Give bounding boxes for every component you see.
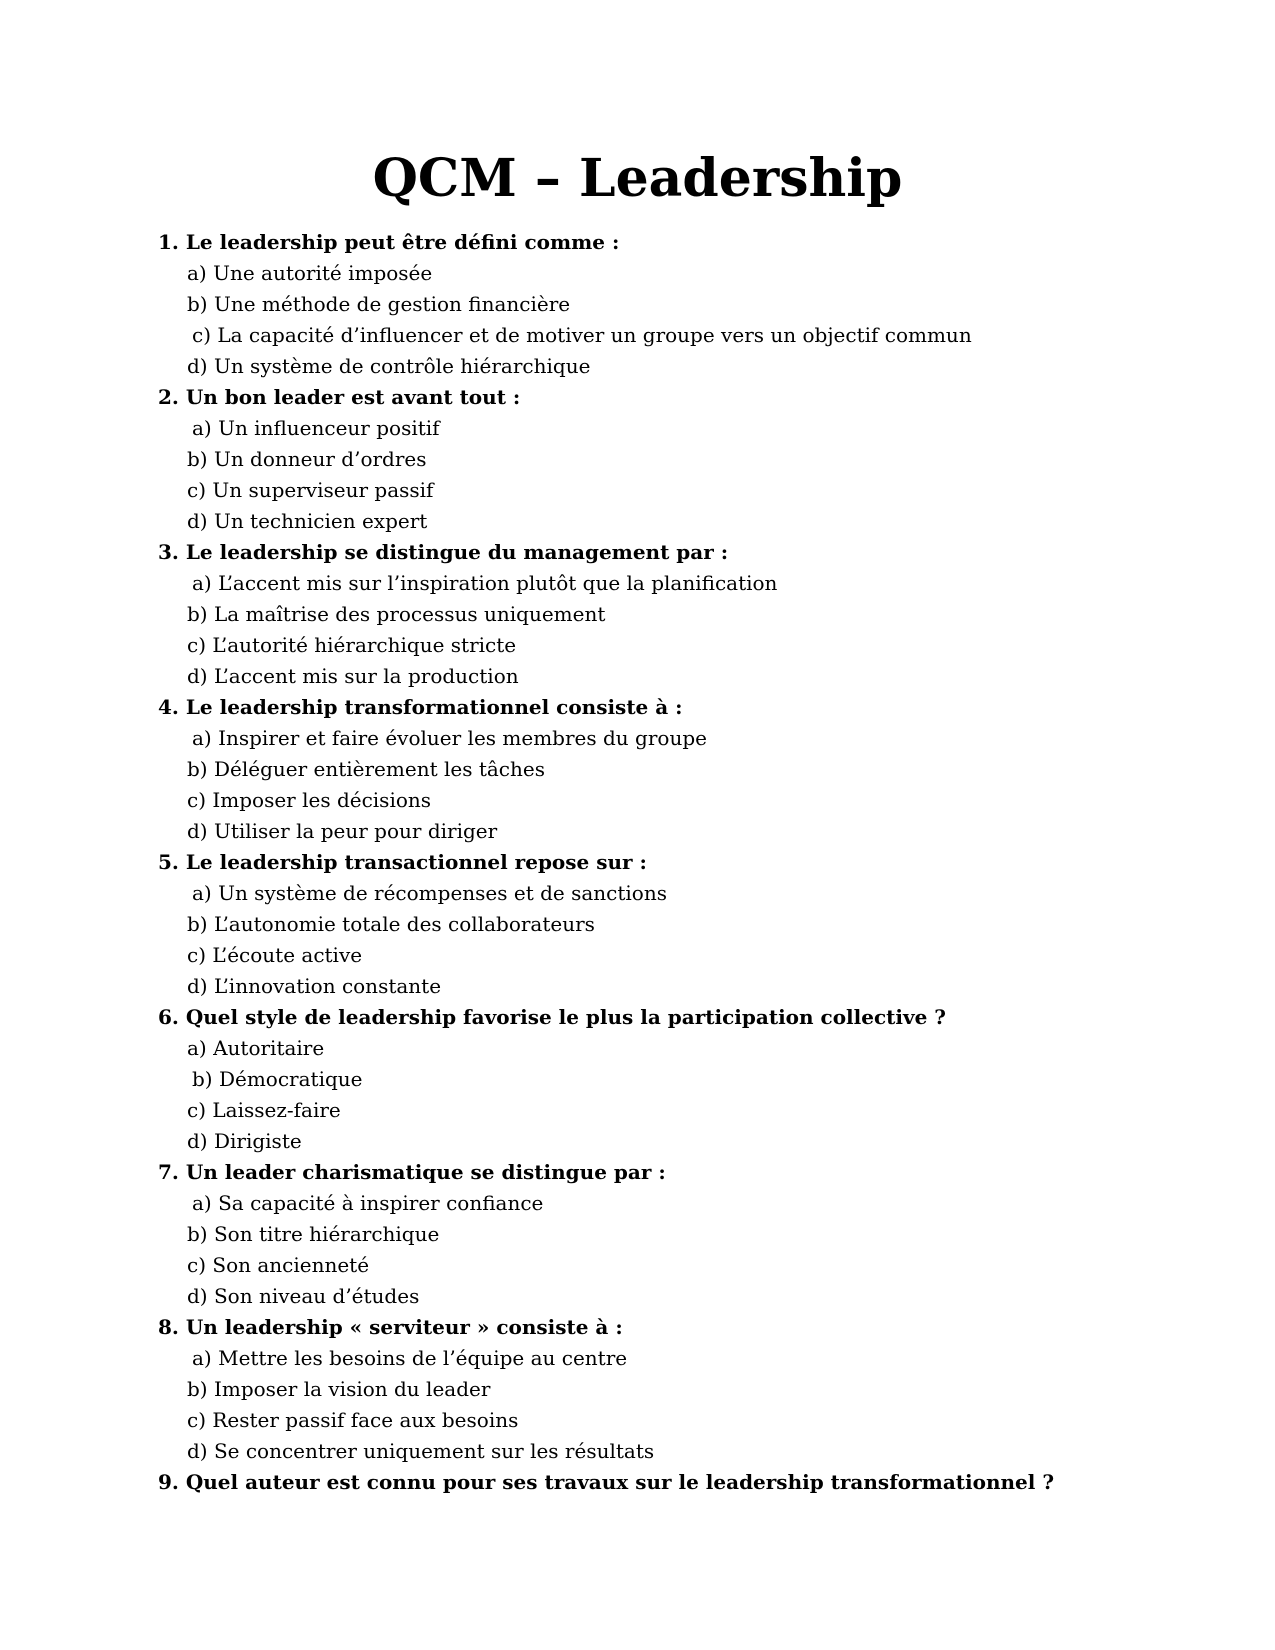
answer-b: b) Un donneur d’ordres xyxy=(187,447,427,471)
question-6 xyxy=(158,1002,1218,1157)
question-text: 6. Quel style de leadership favorise le plus la participation collective ? xyxy=(158,1005,946,1029)
question-text: 2. Un bon leader est avant tout : xyxy=(158,385,521,409)
question-list xyxy=(158,227,1218,1498)
question-2 xyxy=(158,382,1218,537)
answer-d: d) L’innovation constante xyxy=(187,974,442,998)
question-text: 8. Un leadership « serviteur » consiste à : xyxy=(158,1315,623,1339)
answer-b: b) Démocratique xyxy=(192,1067,363,1091)
answer-c: c) La capacité d’influencer et de motiver un groupe vers un objectif commun xyxy=(192,323,972,347)
question-text: 9. Quel auteur est connu pour ses travaux sur le leadership transformationnel ? xyxy=(158,1470,1055,1494)
answer-d: d) Son niveau d’études xyxy=(187,1284,420,1308)
answer-a: a) L’accent mis sur l’inspiration plutôt que la planification xyxy=(192,571,778,595)
question-1 xyxy=(158,227,1218,382)
answer-a: a) Sa capacité à inspirer confiance xyxy=(192,1191,544,1215)
answer-c: c) Rester passif face aux besoins xyxy=(187,1408,519,1432)
answer-a: a) Mettre les besoins de l’équipe au centre xyxy=(192,1346,628,1370)
answer-c: c) Laissez-faire xyxy=(187,1098,341,1122)
answer-b: b) Imposer la vision du leader xyxy=(187,1377,491,1401)
answer-d: d) Se concentrer uniquement sur les résultats xyxy=(187,1439,655,1463)
answer-a: a) Autoritaire xyxy=(187,1036,325,1060)
answer-a: a) Inspirer et faire évoluer les membres du groupe xyxy=(192,726,707,750)
question-text: 4. Le leadership transformationnel consiste à : xyxy=(158,695,683,719)
answer-c: c) Imposer les décisions xyxy=(187,788,432,812)
question-text: 7. Un leader charismatique se distingue par : xyxy=(158,1160,666,1184)
question-7 xyxy=(158,1157,1218,1312)
answer-d: d) Un système de contrôle hiérarchique xyxy=(187,354,591,378)
question-3 xyxy=(158,537,1218,692)
answer-c: c) L’autorité hiérarchique stricte xyxy=(187,633,517,657)
answer-b: b) Son titre hiérarchique xyxy=(187,1222,440,1246)
question-4 xyxy=(158,692,1218,847)
question-text: 1. Le leadership peut être défini comme : xyxy=(158,230,620,254)
answer-c: c) L’écoute active xyxy=(187,943,363,967)
question-text: 5. Le leadership transactionnel repose sur : xyxy=(158,850,647,874)
answer-a: a) Un système de récompenses et de sanctions xyxy=(192,881,667,905)
answer-c: c) Son ancienneté xyxy=(187,1253,370,1277)
question-text: 3. Le leadership se distingue du management par : xyxy=(158,540,729,564)
answer-b: b) L’autonomie totale des collaborateurs xyxy=(187,912,595,936)
answer-b: b) Une méthode de gestion financière xyxy=(187,292,571,316)
question-5 xyxy=(158,847,1218,1002)
answer-a: a) Un influenceur positif xyxy=(192,416,440,440)
answer-d: d) L’accent mis sur la production xyxy=(187,664,519,688)
answer-b: b) Déléguer entièrement les tâches xyxy=(187,757,545,781)
question-8 xyxy=(158,1312,1218,1467)
answer-c: c) Un superviseur passif xyxy=(187,478,434,502)
answer-d: d) Dirigiste xyxy=(187,1129,302,1153)
answer-d: d) Un technicien expert xyxy=(187,509,428,533)
answer-b: b) La maîtrise des processus uniquement xyxy=(187,602,606,626)
answer-a: a) Une autorité imposée xyxy=(187,261,433,285)
question-9 xyxy=(158,1467,1218,1498)
page-title: QCM – Leadership xyxy=(372,148,903,209)
answer-d: d) Utiliser la peur pour diriger xyxy=(187,819,498,843)
